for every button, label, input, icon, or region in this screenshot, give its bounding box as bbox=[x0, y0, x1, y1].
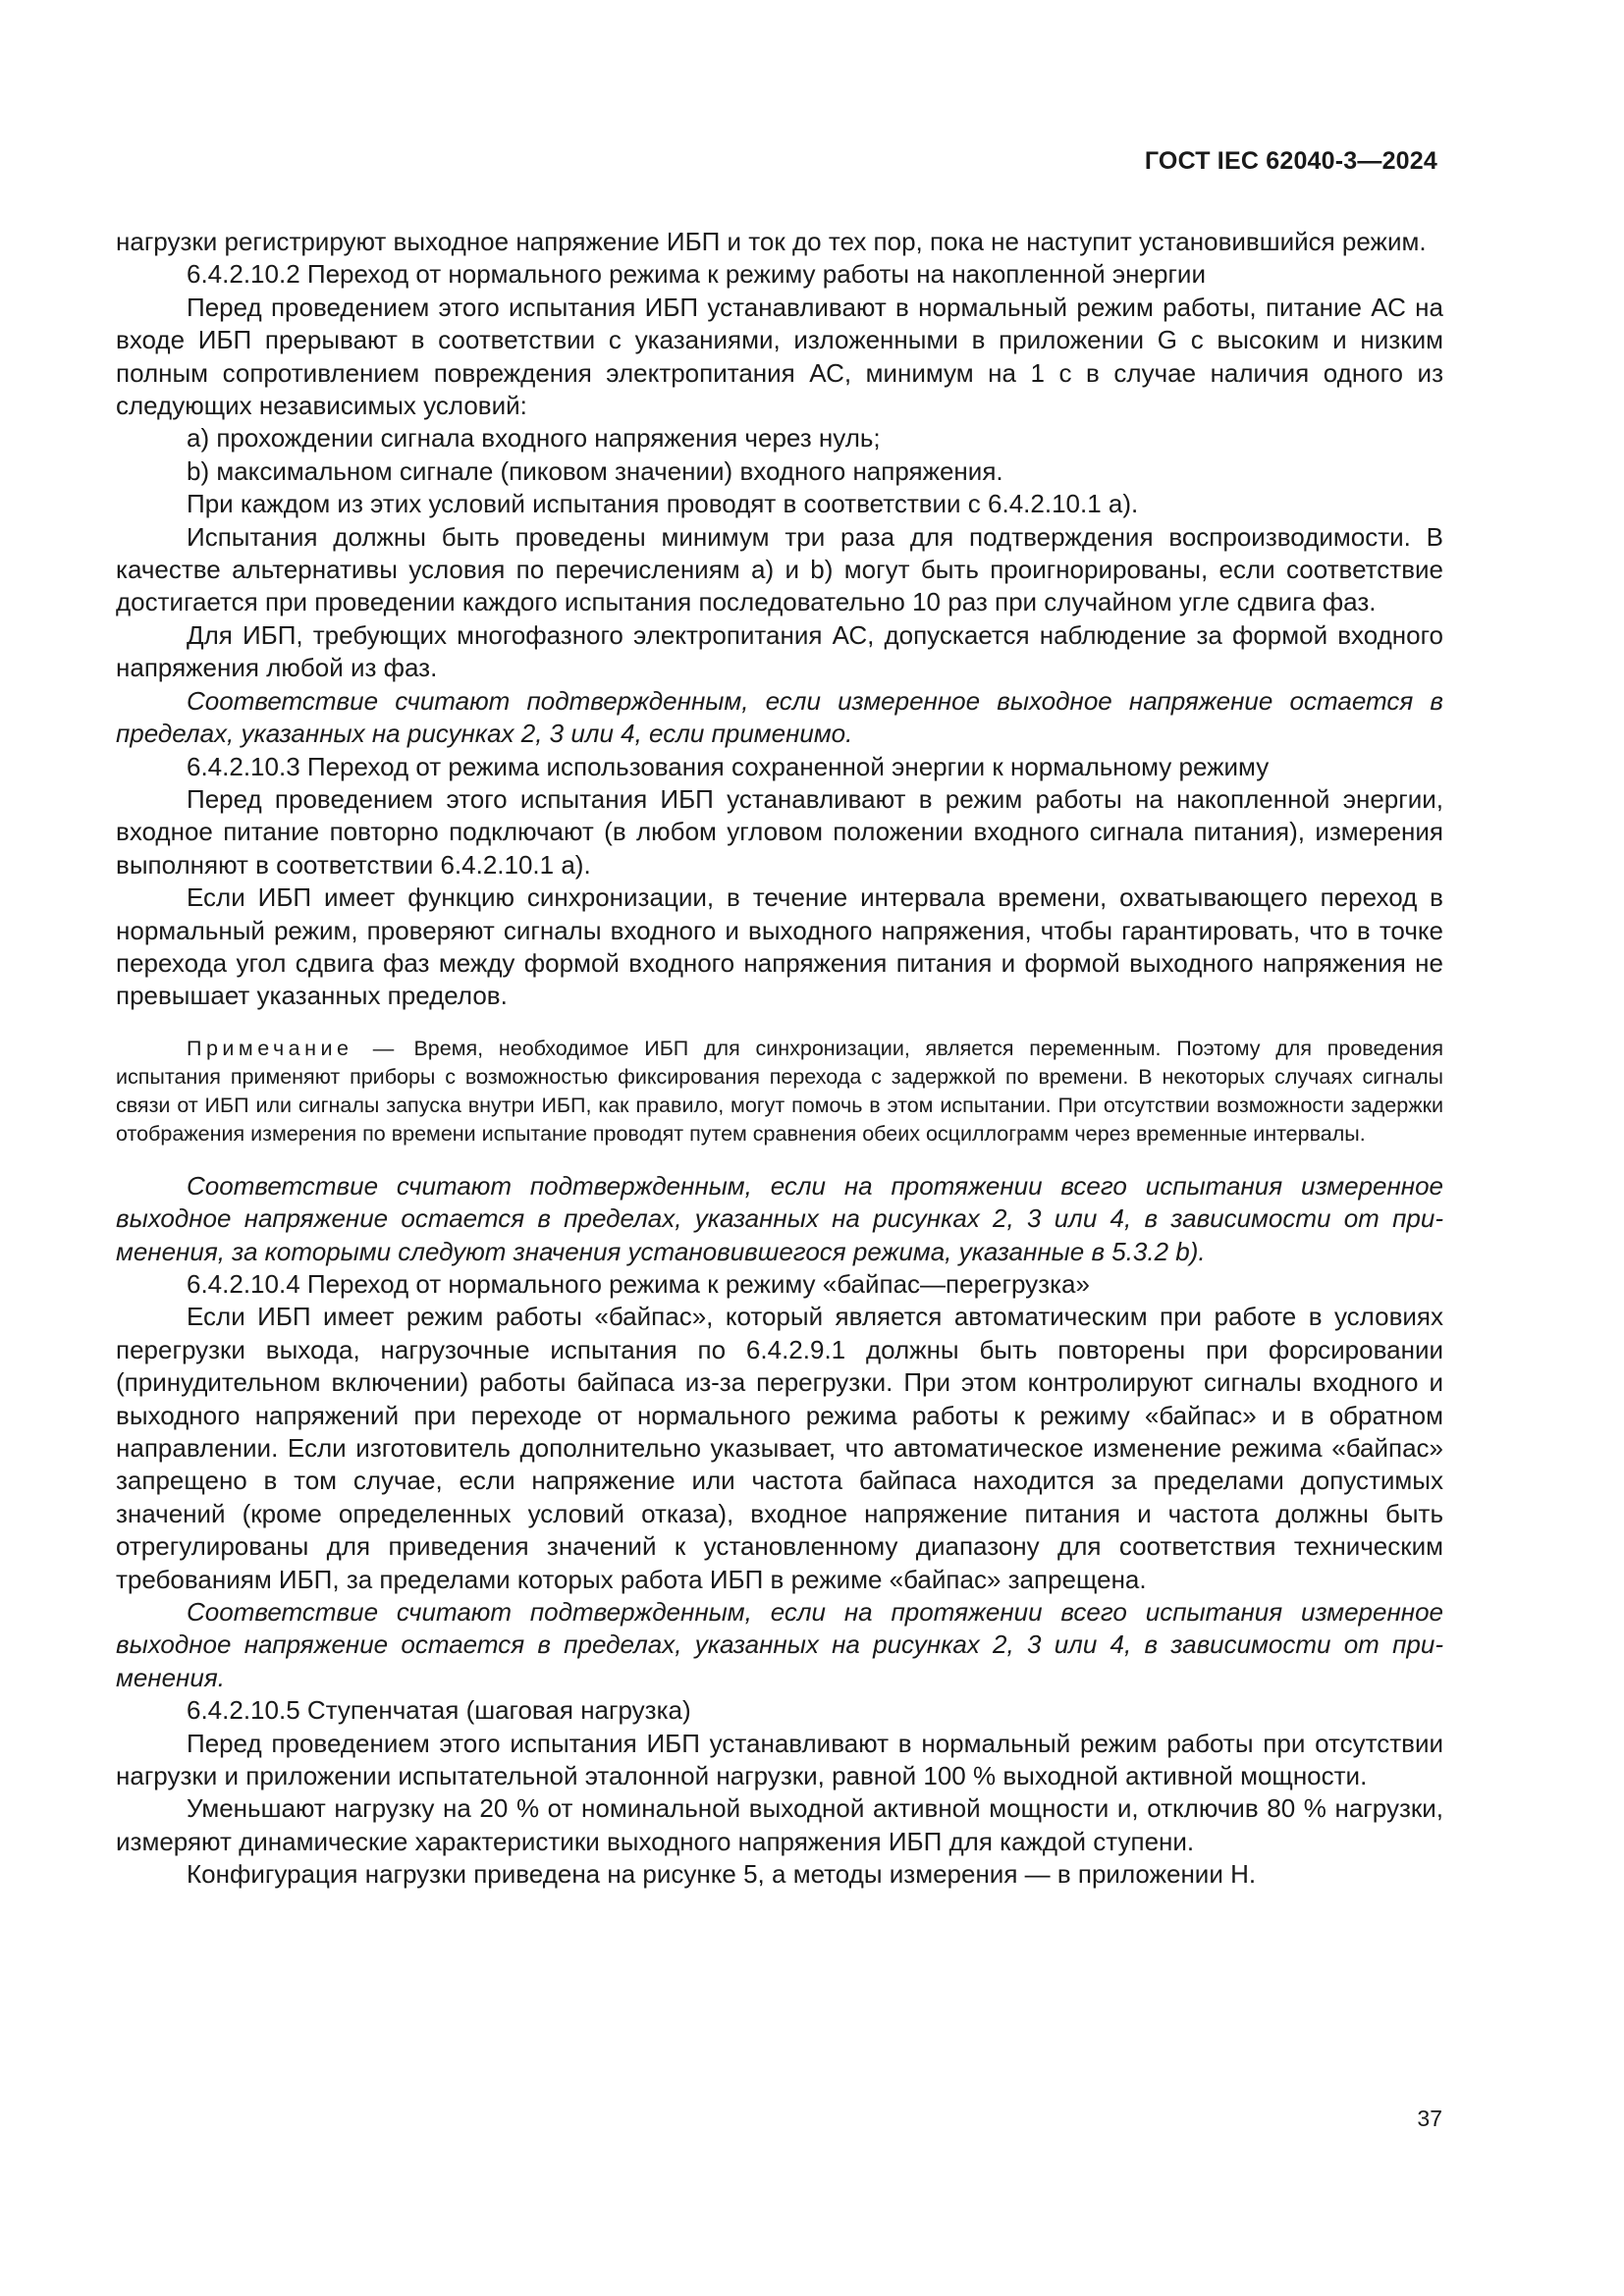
compliance-statement: Соответствие считают подтвержденным, если на протяжении всего испытания измеренное выходное напряжение остается в пределах, указанных на рисунках 2, 3 или 4, в зависимости от применения, за которыми следуют значения установившегося режима, указанные в 5.3.2 b). bbox=[116, 1170, 1443, 1266]
section-heading: 6.4.2.10.5 Ступенчатая (шаговая нагрузка) bbox=[187, 1695, 691, 1726]
paragraph: Уменьшают нагрузку на 20 % от номинальной выходной активной мощности и, отключив 80 % нагрузки, измеряют динамические характеристики выходного напряжения ИБП для каждой ступени. bbox=[116, 1793, 1443, 1856]
paragraph: Для ИБП, требующих многофазного электропитания АС, допускается наблюдение за формой входного напряжения любой из фаз. bbox=[116, 619, 1443, 683]
compliance-statement: Соответствие считают подтвержденным, если на протяжении всего испытания измеренное выходное напряжение остается в пределах, указанных на рисунках 2, 3 или 4, в зависимости от применения. bbox=[116, 1597, 1443, 1692]
paragraph-continuation: нагрузки регистрируют выходное напряжение ИБП и ток до тех пор, пока не наступит установившийся режим. bbox=[116, 227, 1427, 256]
paragraph: При каждом из этих условий испытания проводят в соответствии с 6.4.2.10.1 a). bbox=[187, 489, 1139, 519]
list-item: a) прохождении сигнала входного напряжения через нуль; bbox=[187, 423, 881, 454]
document-header: ГОСТ IEC 62040-3—2024 bbox=[1144, 147, 1437, 175]
document-body bbox=[116, 226, 1443, 1892]
paragraph: Если ИБП имеет режим работы «байпас», который является автоматическим при работе в условиях перегрузки выхода, нагрузочные испытания по 6.4.2.9.1 должны быть повторены при форсировании (принудительном включении) работы байпаса из-за перегрузки. При этом контролируют сигналы входного и выходного напряжений при переходе от нормального режима работы к режиму «байпас» и в обратном направлении. Если изготовитель дополнительно указывает, что автоматическое изменение режима «байпас» запрещено в том случае, если напряжение или частота байпаса находится за пределами допустимых значений (кроме определенных условий отказа), входное напряжение питания и частота должны быть отрегулированы для приведения значений к установленному диапазону для соответствия техническим требованиям ИБП, за пределами которых работа ИБП в режиме «байпас» запрещена. bbox=[116, 1302, 1443, 1594]
note bbox=[116, 1035, 1443, 1148]
page-number: 37 bbox=[1417, 2106, 1442, 2131]
list-item: b) максимальном сигнале (пиковом значении) входного напряжения. bbox=[187, 455, 1003, 486]
paragraph: Перед проведением этого испытания ИБП устанавливают в нормальный режим работы при отсутствии нагрузки и приложении испытательной эталонной нагрузки, равной 100 % выходной активной мощности. bbox=[116, 1728, 1443, 1791]
section-heading: 6.4.2.10.2 Переход от нормального режима к режиму работы на накопленной энергии bbox=[187, 259, 1206, 290]
paragraph: Испытания должны быть проведены минимум три раза для подтверждения воспроизводимости. В качестве альтернативы условия по перечислениям a) и b) могут быть проигнорированы, если соответствие достигается при проведении каждого испытания последовательно 10 раз при случайном угле сдвига фаз. bbox=[116, 521, 1443, 617]
paragraph: Перед проведением этого испытания ИБП устанавливают в нормальный режим работы, питание АС на входе ИБП прерывают в соответствии с указаниями, изложенными в приложении G с высоким и низким полным сопротивлением повреждения электропитания АС, минимум на 1 с в случае наличия одного из следующих независимых условий: bbox=[116, 292, 1443, 421]
compliance-statement: Соответствие считают подтвержденным, если измеренное выходное напряжение остается в пределах, указанных на рисунках 2, 3 или 4, если применимо. bbox=[116, 685, 1443, 749]
paragraph: Если ИБП имеет функцию синхронизации, в течение интервала времени, охватывающего переход в нормальный режим, проверяют сигналы входного и выходного напряжения, чтобы гарантировать, что в точке перехода угол сдвига фаз между формой входного напряжения питания и формой выходного напряжения не превышает указанных пределов. bbox=[116, 882, 1443, 1011]
paragraph: Перед проведением этого испытания ИБП устанавливают в режим работы на накопленной энергии, входное питание повторно подключают (в любом угловом положении входного сигнала питания), измерения выполняют в соответствии 6.4.2.10.1 a). bbox=[116, 783, 1443, 880]
note-text: Время, необходимое ИБП для синхронизации, является переменным. Поэтому для проведения испытания применяют приборы с возможностью фиксирования перехода с задержкой по времени. В некоторых случаях сигналы связи от ИБП или сигналы запуска внутри ИБП, как правило, могут помочь в этом испытании. При отсутствии возможности задержки отображения измерения по времени испытание проводят путем сравнения обеих осциллограмм через временные интервалы. bbox=[116, 1036, 1443, 1146]
section-heading: 6.4.2.10.3 Переход от режима использования сохраненной энергии к нормальному режиму bbox=[187, 751, 1270, 781]
note-label: Примечание — bbox=[187, 1036, 399, 1060]
section-heading: 6.4.2.10.4 Переход от нормального режима к режиму «байпас—перегрузка» bbox=[187, 1268, 1090, 1299]
paragraph: Конфигурация нагрузки приведена на рисунке 5, а методы измерения — в приложении H. bbox=[187, 1859, 1257, 1890]
